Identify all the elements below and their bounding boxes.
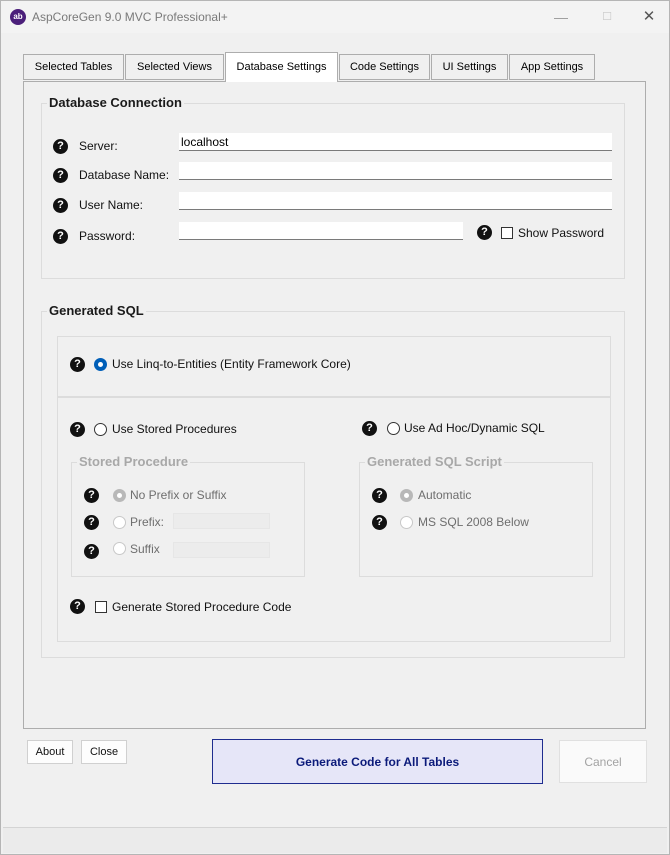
- password-help-icon[interactable]: ?: [53, 229, 68, 244]
- title-bar[interactable]: [1, 1, 669, 33]
- prefix-radio[interactable]: [113, 516, 126, 529]
- stored-procedure-title: Stored Procedure: [79, 454, 189, 469]
- show-password-help-icon[interactable]: ?: [477, 225, 492, 240]
- generate-code-button[interactable]: Generate Code for All Tables: [212, 739, 543, 784]
- prefix-input[interactable]: [173, 513, 270, 529]
- tab-selected-tables[interactable]: Selected Tables: [23, 54, 124, 80]
- window-title: AspCoreGen 9.0 MVC Professional+: [32, 10, 228, 24]
- show-password-checkbox[interactable]: [501, 227, 513, 239]
- generated-sql-title: Generated SQL: [49, 303, 144, 318]
- use-linq-radio[interactable]: [94, 358, 107, 371]
- database-connection-group: [41, 95, 625, 279]
- status-bar: [3, 827, 667, 853]
- suffix-radio[interactable]: [113, 542, 126, 555]
- mssql-below-radio[interactable]: [400, 516, 413, 529]
- close-window-icon[interactable]: ✕: [642, 8, 656, 25]
- mssql-help-icon[interactable]: ?: [372, 515, 387, 530]
- suffix-input[interactable]: [173, 542, 270, 558]
- prefix-label[interactable]: Prefix:: [130, 515, 165, 529]
- about-button[interactable]: About: [27, 740, 73, 764]
- database-settings-panel: [23, 81, 646, 729]
- use-stored-procedures-label[interactable]: Use Stored Procedures: [112, 422, 237, 436]
- generate-sp-code-checkbox[interactable]: [95, 601, 107, 613]
- suffix-help-icon[interactable]: ?: [84, 544, 99, 559]
- no-prefix-radio[interactable]: [113, 489, 126, 502]
- database-name-input[interactable]: [179, 162, 612, 180]
- database-name-help-icon[interactable]: ?: [53, 168, 68, 183]
- generated-sql-group: [41, 303, 625, 658]
- generate-sp-code-label[interactable]: Generate Stored Procedure Code: [112, 600, 292, 614]
- database-connection-title: Database Connection: [49, 95, 182, 110]
- server-label: Server:: [79, 139, 118, 153]
- close-button[interactable]: Close: [81, 740, 127, 764]
- tab-selected-views[interactable]: Selected Views: [125, 54, 224, 80]
- server-help-icon[interactable]: ?: [53, 139, 68, 154]
- password-input[interactable]: [179, 222, 463, 240]
- user-name-input[interactable]: [179, 192, 612, 210]
- generated-sql-script-title: Generated SQL Script: [367, 454, 502, 469]
- maximize-icon[interactable]: ☐: [602, 11, 612, 23]
- tab-database-settings[interactable]: Database Settings: [225, 52, 338, 82]
- automatic-radio[interactable]: [400, 489, 413, 502]
- use-stored-procedures-radio[interactable]: [94, 423, 107, 436]
- app-logo-icon: ab: [10, 9, 26, 25]
- cancel-button[interactable]: Cancel: [559, 740, 647, 783]
- tab-app-settings[interactable]: App Settings: [509, 54, 595, 80]
- database-name-label: Database Name:: [79, 168, 170, 182]
- show-password-label[interactable]: Show Password: [518, 226, 605, 240]
- no-prefix-help-icon[interactable]: ?: [84, 488, 99, 503]
- password-label: Password:: [79, 229, 136, 243]
- no-prefix-label[interactable]: No Prefix or Suffix: [130, 488, 227, 502]
- suffix-label[interactable]: Suffix: [130, 542, 160, 556]
- tab-code-settings[interactable]: Code Settings: [339, 54, 430, 80]
- automatic-label[interactable]: Automatic: [418, 488, 472, 502]
- user-name-help-icon[interactable]: ?: [53, 198, 68, 213]
- use-adhoc-sql-radio[interactable]: [387, 422, 400, 435]
- adhoc-sql-help-icon[interactable]: ?: [362, 421, 377, 436]
- prefix-help-icon[interactable]: ?: [84, 515, 99, 530]
- minimize-icon[interactable]: —: [554, 9, 568, 25]
- linq-help-icon[interactable]: ?: [70, 357, 85, 372]
- generate-sp-code-help-icon[interactable]: ?: [70, 599, 85, 614]
- tab-ui-settings[interactable]: UI Settings: [431, 54, 508, 80]
- use-linq-label[interactable]: Use Linq-to-Entities (Entity Framework Core): [112, 357, 351, 371]
- server-input[interactable]: [179, 133, 612, 151]
- automatic-help-icon[interactable]: ?: [372, 488, 387, 503]
- user-name-label: User Name:: [79, 198, 144, 212]
- mssql-below-label[interactable]: MS SQL 2008 Below: [418, 515, 529, 529]
- stored-procedures-help-icon[interactable]: ?: [70, 422, 85, 437]
- use-adhoc-sql-label[interactable]: Use Ad Hoc/Dynamic SQL: [404, 421, 545, 435]
